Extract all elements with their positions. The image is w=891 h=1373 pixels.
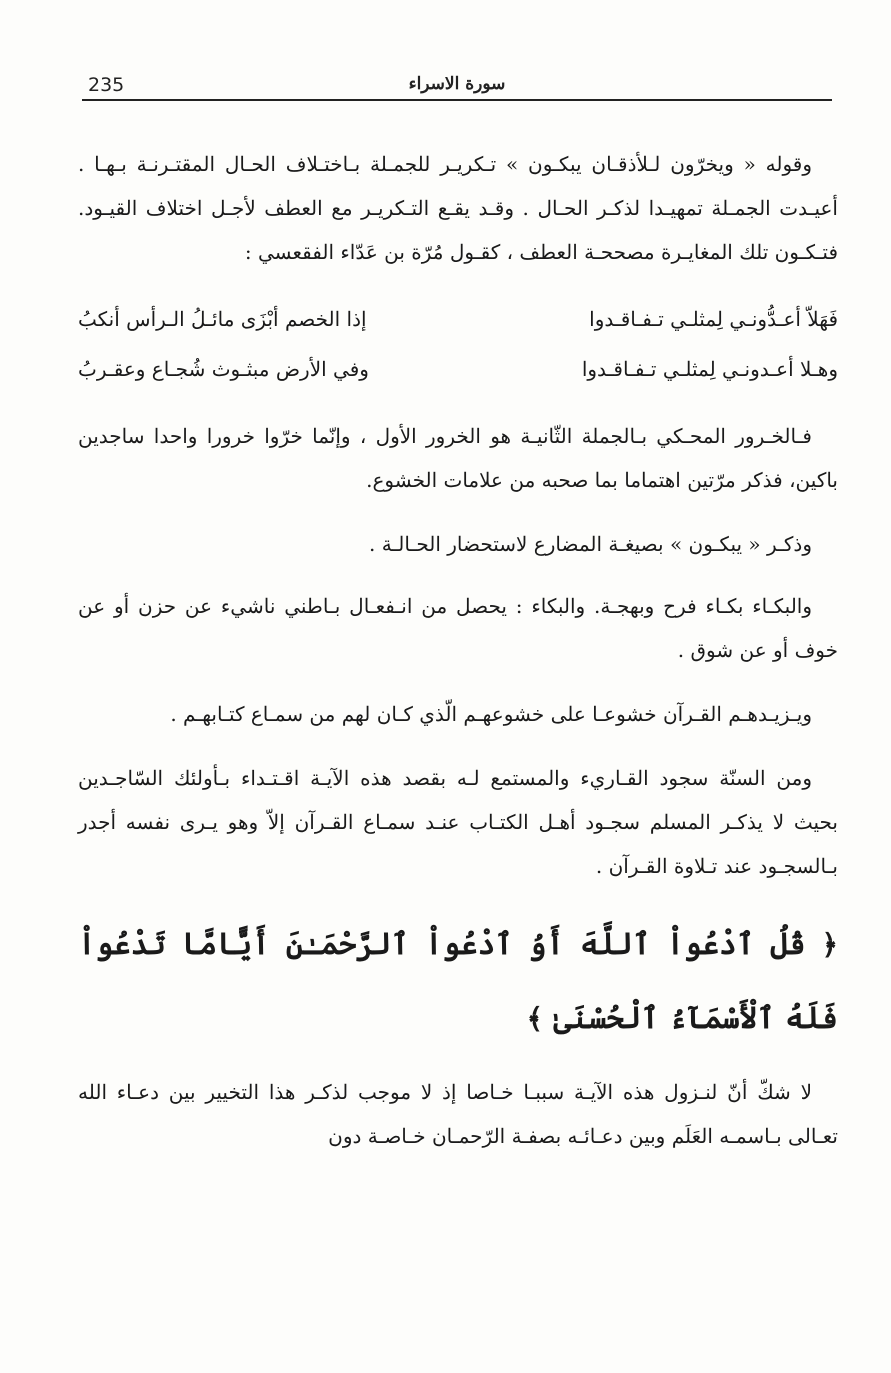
page-number: 235: [88, 74, 125, 96]
paragraph-2: فـالخـرور المحـكي بـالجملة الثّانيـة هو الخرور الأول ، وإنّما خرّوا خرورا واحدا ساجدين باكين، فذكر مرّتين اهتماما بما صحبه من علامات الخشوع.: [78, 424, 838, 492]
verse-2-first-hemistich: وهـلا أعـدونـي لِمثلـي تـفـاقـدوا: [581, 357, 838, 381]
verse-1-first-hemistich: فَهَلاّ أعـدُّونـي لِمثلـي تـفـاقـدوا: [589, 307, 838, 331]
verse-line-2: [78, 344, 838, 394]
paragraph-3: وذكـر « يبكـون » بصيغـة المضارع لاستحضار الحـالـة .: [368, 532, 812, 556]
verse-2-second-hemistich: وفي الأرض مبثـوث شُجـاع وعقـربُ: [78, 357, 369, 381]
page-body: [78, 142, 838, 1178]
page-header: [82, 70, 832, 102]
running-title: سورة الاسراء: [408, 74, 506, 94]
header-rule: [82, 99, 832, 101]
verse-open-bracket: ﴿: [821, 928, 838, 961]
paragraph-4: والبكـاء بكـاء فرح وبهجـة. والبكاء : يحصل من انـفعـال بـاطني ناشيء عن حزن أو عن خوف أو عن شوق .: [78, 594, 838, 662]
quran-verse: [78, 908, 838, 1056]
verse-text: قُلُ ٱدْعُواْ ٱللَّهَ أَوُ ٱدْعُواْ ٱلرَّحْمَـٰنَ أَيًّامَّا تَدْعُواْ فَلَهُ ٱلْأَسْمَآءُ ٱلْحُسْنَىٰ: [78, 927, 838, 1036]
verse-close-bracket: ﴾: [526, 1002, 543, 1035]
paragraph-7: لا شكّ أنّ لنـزول هذه الآيـة سببـا خـاصا إذ لا موجب لذكـر هذا التخيير بين دعـاء الله تعـالى بـاسمـه العَلَم وبين دعـائـه بصفـة الرّحمـان خـاصـة دون: [78, 1080, 838, 1148]
verse-line-1: [78, 294, 838, 344]
verse-1-second-hemistich: إذا الخصم أبْزَى مائـلُ الـرأس أنكبُ: [78, 307, 367, 331]
paragraph-6: ومن السنّة سجود القـاريء والمستمع لـه بقصد هذه الآيـة اقـتـداء بـأولئك السّاجـدين بحيث لا يذكـر المسلم سجـود أهـل الكتـاب عنـد سمـاع القـرآن إلاّ وهو يـرى نفسه أجدر بـالسجـود عند تـلاوة القـرآن .: [78, 766, 838, 878]
poetry-block: [78, 294, 838, 394]
paragraph-5: ويـزيـدهـم القـرآن خشوعـا على خشوعهـم الّذي كـان لهم من سمـاع كتـابهـم .: [170, 702, 812, 726]
paragraph-1: وقوله « ويخرّون لـلأذقـان يبكـون » تـكريـر للجمـلة بـاختـلاف الحـال المقتـرنـة بـهـا . أعيـدت الجمـلة تمهيـدا لذكـر الحـال . وقـد يقـع التـكريـر مع العطف لأجـل اختلاف القيـود. فتـكـون تلك المغايـرة مصححـة العطف ، كقـول مُرّة بن عَدّاء الفقعسي :: [78, 152, 838, 264]
